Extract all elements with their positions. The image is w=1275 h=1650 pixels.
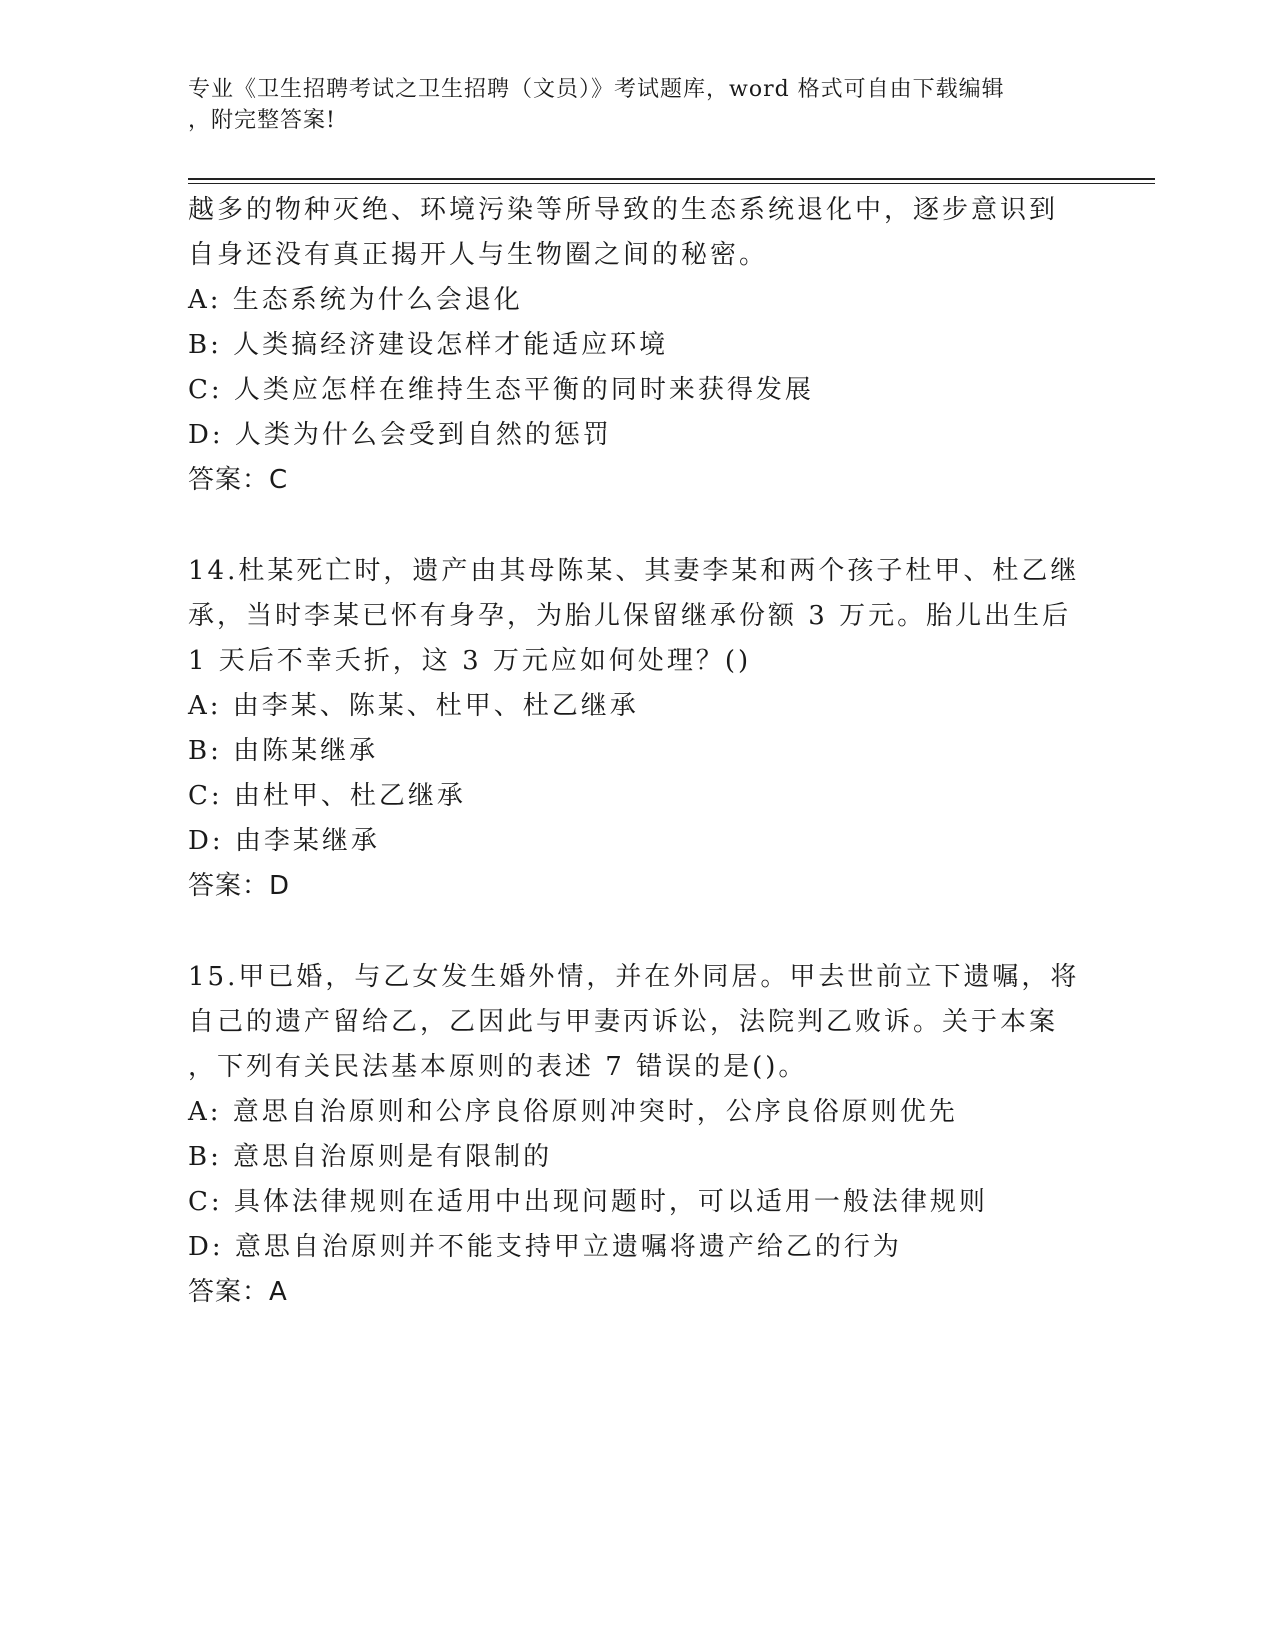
question-text-line: ，下列有关民法基本原则的表述 7 错误的是()。 [188,1052,808,1082]
document-header [188,74,1068,136]
option-a: A: 意思自治原则和公序良俗原则冲突时，公序良俗原则优先 [188,1097,958,1127]
option-c: C: 由杜甲、杜乙继承 [188,781,466,811]
question-block-15 [188,955,1108,1315]
option-b: B: 由陈某继承 [188,736,379,766]
question-text-line: 自身还没有真正揭开人与生物圈之间的秘密。 [188,240,769,270]
option-b: B: 人类搞经济建设怎样才能适应环境 [188,330,669,360]
question-block-14 [188,549,1108,909]
option-c: C: 人类应怎样在维持生态平衡的同时来获得发展 [188,375,814,405]
header-divider-thin [188,183,1155,184]
question-text-line: 越多的物种灭绝、环境污染等所导致的生态系统退化中，逐步意识到 [188,195,1059,225]
option-b: B: 意思自治原则是有限制的 [188,1142,553,1172]
answer-label: 答案：A [188,1277,288,1307]
option-a: A: 由李某、陈某、杜甲、杜乙继承 [188,691,639,721]
option-a: A: 生态系统为什么会退化 [188,285,523,315]
question-text-line: 自己的遗产留给乙，乙因此与甲妻丙诉讼，法院判乙败诉。关于本案 [188,1007,1059,1037]
question-text-line: 1 天后不幸夭折，这 3 万元应如何处理？() [188,646,752,676]
question-text-line: 15.甲已婚，与乙女发生婚外情，并在外同居。甲去世前立下遗嘱，将 [188,962,1080,992]
answer-label: 答案：C [188,465,289,495]
header-line-1: 专业《卫生招聘考试之卫生招聘（文员）》考试题库，word 格式可自由下载编辑 [188,77,1005,102]
option-d: D: 由李某继承 [188,826,380,856]
option-d: D: 意思自治原则并不能支持甲立遗嘱将遗产给乙的行为 [188,1232,902,1262]
option-d: D: 人类为什么会受到自然的惩罚 [188,420,612,450]
question-block-13 [188,188,1108,503]
answer-label: 答案：D [188,871,291,901]
header-divider-thick [188,178,1155,180]
document-body [188,188,1108,1315]
option-c: C: 具体法律规则在适用中出现问题时，可以适用一般法律规则 [188,1187,988,1217]
header-line-2: ，附完整答案! [188,108,336,133]
question-text-line: 承，当时李某已怀有身孕，为胎儿保留继承份额 3 万元。胎儿出生后 [188,601,1072,631]
question-text-line: 14.杜某死亡时，遗产由其母陈某、其妻李某和两个孩子杜甲、杜乙继 [188,556,1080,586]
